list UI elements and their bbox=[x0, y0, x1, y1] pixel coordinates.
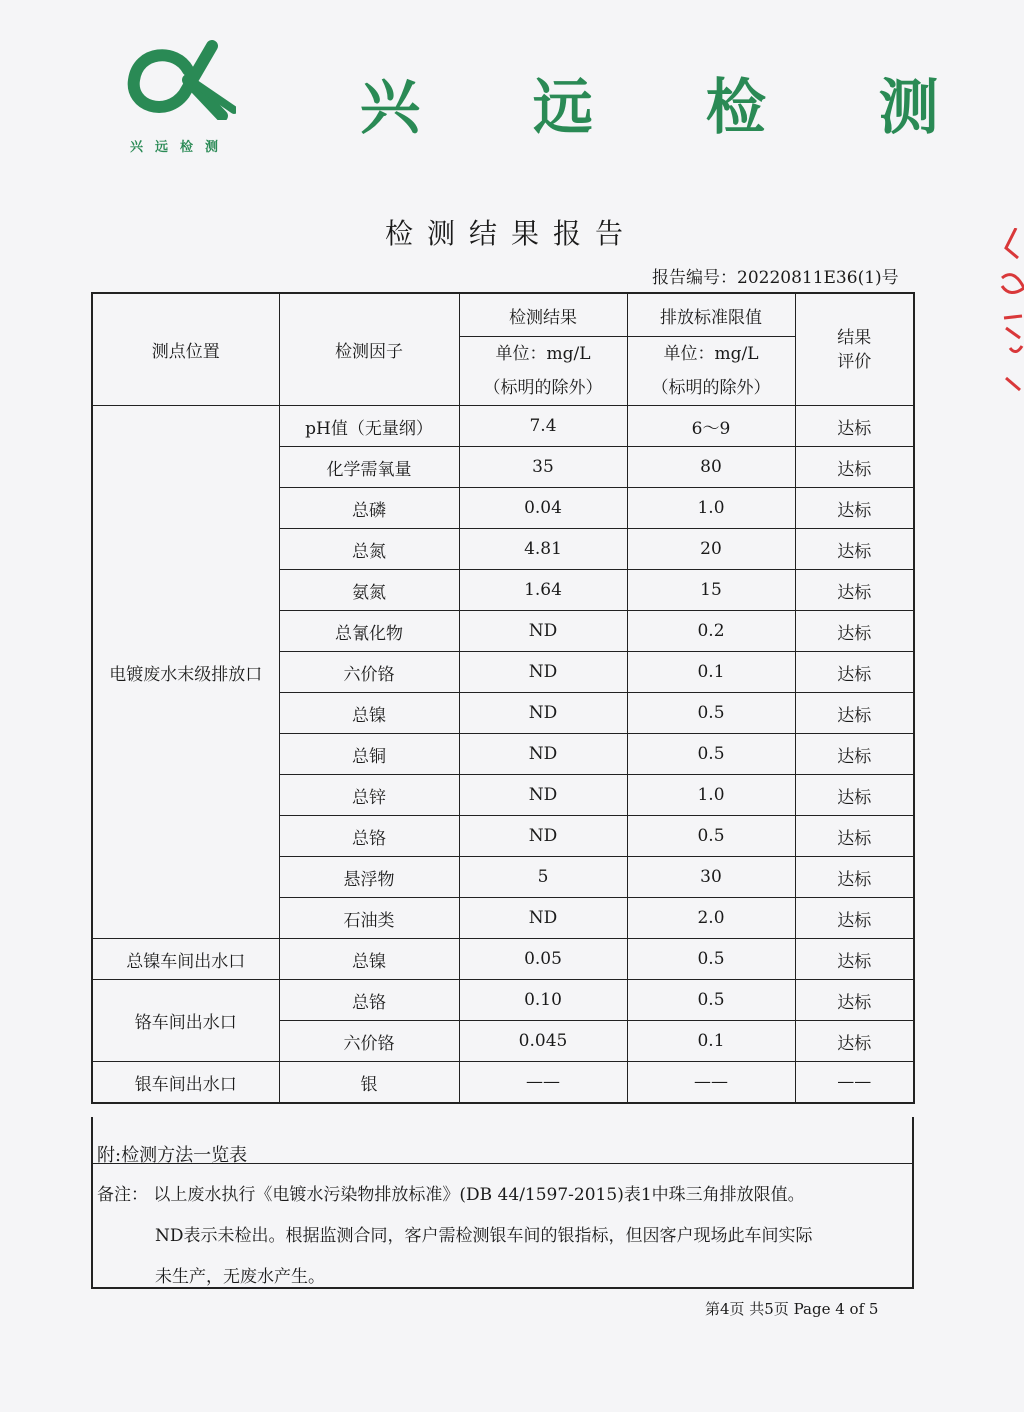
factor-cell: 石油类 bbox=[279, 898, 459, 939]
result-unit bbox=[459, 337, 627, 406]
brand-title: 兴 远 检 测 bbox=[360, 73, 985, 143]
limit-cell: 0.1 bbox=[627, 652, 795, 693]
limit-cell: 30 bbox=[627, 857, 795, 898]
limit-cell: 0.5 bbox=[627, 939, 795, 980]
eval-cell: 达标 bbox=[795, 570, 914, 611]
factor-cell: 总镍 bbox=[279, 939, 459, 980]
factor-cell: 银 bbox=[279, 1062, 459, 1104]
stamp-icon bbox=[996, 228, 1024, 398]
header-eval bbox=[795, 293, 914, 406]
eval-cell: 达标 bbox=[795, 898, 914, 939]
factor-cell: 悬浮物 bbox=[279, 857, 459, 898]
factor-cell: 化学需氧量 bbox=[279, 447, 459, 488]
eval-cell: 达标 bbox=[795, 734, 914, 775]
eval-cell: 达标 bbox=[795, 611, 914, 652]
remark-line-1: 备注： 以上废水执行《电镀水污染物排放标准》(DB 44/1597-2015)表1中珠三角排放限值。 bbox=[97, 1185, 805, 1205]
eval-cell: 达标 bbox=[795, 857, 914, 898]
factor-cell: 总锌 bbox=[279, 775, 459, 816]
result-cell: 0.04 bbox=[459, 488, 627, 529]
eval-cell: 达标 bbox=[795, 447, 914, 488]
header-limit: 排放标准限值 bbox=[627, 293, 795, 337]
limit-cell: 6～9 bbox=[627, 406, 795, 447]
table-row bbox=[92, 939, 914, 980]
logo-caption: 兴远检测 bbox=[130, 140, 231, 155]
limit-cell: 0.5 bbox=[627, 980, 795, 1021]
header-result: 检测结果 bbox=[459, 293, 627, 337]
limit-cell: 0.2 bbox=[627, 611, 795, 652]
result-cell: 7.4 bbox=[459, 406, 627, 447]
notes-divider bbox=[93, 1163, 912, 1164]
eval-cell: 达标 bbox=[795, 529, 914, 570]
result-cell: ND bbox=[459, 775, 627, 816]
result-cell: ND bbox=[459, 611, 627, 652]
eval-cell: 达标 bbox=[795, 693, 914, 734]
table-row bbox=[92, 1062, 914, 1104]
limit-unit bbox=[627, 337, 795, 406]
location-cell: 总镍车间出水口 bbox=[92, 939, 279, 980]
header-eval-label: 结果评价 bbox=[837, 327, 872, 372]
factor-cell: pH值（无量纲） bbox=[279, 406, 459, 447]
limit-cell: 1.0 bbox=[627, 488, 795, 529]
result-cell: 4.81 bbox=[459, 529, 627, 570]
limit-cell: 1.0 bbox=[627, 775, 795, 816]
result-cell: ND bbox=[459, 693, 627, 734]
limit-cell: 80 bbox=[627, 447, 795, 488]
location-cell: 电镀废水末级排放口 bbox=[92, 406, 279, 939]
header-factor: 检测因子 bbox=[279, 293, 459, 406]
limit-cell: 2.0 bbox=[627, 898, 795, 939]
eval-cell: —— bbox=[795, 1062, 914, 1104]
table-row bbox=[92, 406, 914, 447]
factor-cell: 总镍 bbox=[279, 693, 459, 734]
header-location: 测点位置 bbox=[92, 293, 279, 406]
eval-cell: 达标 bbox=[795, 406, 914, 447]
factor-cell: 六价铬 bbox=[279, 652, 459, 693]
eval-cell: 达标 bbox=[795, 1021, 914, 1062]
eval-cell: 达标 bbox=[795, 488, 914, 529]
result-cell: —— bbox=[459, 1062, 627, 1104]
limit-cell: 0.1 bbox=[627, 1021, 795, 1062]
notes-section bbox=[91, 1117, 914, 1289]
table-row bbox=[92, 980, 914, 1021]
factor-cell: 总氮 bbox=[279, 529, 459, 570]
limit-cell: 0.5 bbox=[627, 816, 795, 857]
result-cell: 1.64 bbox=[459, 570, 627, 611]
eval-cell: 达标 bbox=[795, 980, 914, 1021]
result-cell: ND bbox=[459, 816, 627, 857]
result-cell: 5 bbox=[459, 857, 627, 898]
factor-cell: 氨氮 bbox=[279, 570, 459, 611]
limit-cell: 0.5 bbox=[627, 734, 795, 775]
limit-cell: 0.5 bbox=[627, 693, 795, 734]
limit-cell: 15 bbox=[627, 570, 795, 611]
location-cell: 银车间出水口 bbox=[92, 1062, 279, 1104]
eval-cell: 达标 bbox=[795, 775, 914, 816]
factor-cell: 总铬 bbox=[279, 980, 459, 1021]
remark-line-3: 未生产，无废水产生。 bbox=[155, 1267, 325, 1287]
company-logo-icon bbox=[126, 40, 236, 120]
attachment-note: 附:检测方法一览表 bbox=[97, 1145, 248, 1166]
result-cell: 0.05 bbox=[459, 939, 627, 980]
result-cell: 0.045 bbox=[459, 1021, 627, 1062]
result-cell: 0.10 bbox=[459, 980, 627, 1021]
report-title: 检测结果报告 bbox=[385, 217, 638, 250]
limit-cell: 20 bbox=[627, 529, 795, 570]
page-footer: 第4页 共5页 Page 4 of 5 bbox=[705, 1300, 879, 1318]
result-cell: 35 bbox=[459, 447, 627, 488]
eval-cell: 达标 bbox=[795, 939, 914, 980]
remark-line-2: ND表示未检出。根据监测合同，客户需检测银车间的银指标，但因客户现场此车间实际 bbox=[155, 1226, 813, 1246]
location-cell: 铬车间出水口 bbox=[92, 980, 279, 1062]
limit-unit-line2: （标明的除外） bbox=[651, 378, 771, 398]
factor-cell: 总铜 bbox=[279, 734, 459, 775]
eval-cell: 达标 bbox=[795, 816, 914, 857]
remark-block bbox=[97, 1175, 813, 1298]
result-cell: ND bbox=[459, 652, 627, 693]
factor-cell: 总铬 bbox=[279, 816, 459, 857]
limit-unit-line1: 单位：mg/L bbox=[663, 344, 759, 364]
factor-cell: 总磷 bbox=[279, 488, 459, 529]
result-unit-line2: （标明的除外） bbox=[483, 378, 603, 398]
factor-cell: 总氰化物 bbox=[279, 611, 459, 652]
factor-cell: 六价铬 bbox=[279, 1021, 459, 1062]
result-cell: ND bbox=[459, 734, 627, 775]
result-unit-line1: 单位：mg/L bbox=[495, 344, 591, 364]
limit-cell: —— bbox=[627, 1062, 795, 1104]
eval-cell: 达标 bbox=[795, 652, 914, 693]
result-cell: ND bbox=[459, 898, 627, 939]
report-number: 报告编号：20220811E36(1)号 bbox=[652, 268, 899, 288]
results-table bbox=[91, 292, 915, 1104]
